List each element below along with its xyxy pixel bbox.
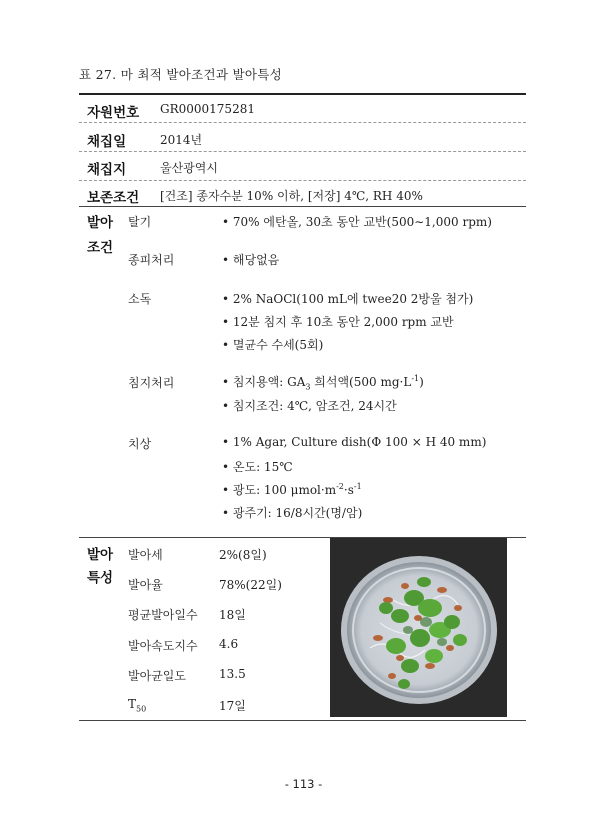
stat-value: 17일: [219, 699, 246, 713]
condition-degassing: 탈기: [128, 215, 152, 229]
stat-value: 78%(22일): [219, 578, 282, 592]
label-collection-date: 채집일: [87, 134, 127, 150]
stat-label-t50: $T_{50}$: [128, 697, 147, 714]
condition-item: • 12분 침지 후 10초 동안 2,000 rpm 교반: [222, 315, 454, 329]
stat-value: 13.5: [219, 667, 246, 681]
section-label-characteristics-2: 특성: [87, 570, 114, 586]
condition-item: • 광도: 100 $\mu mol\cdot m^{-2}\cdot s^{-1}$: [222, 482, 362, 497]
condition-item: • 1% Agar, Culture dish(Φ 100 × H 40 mm): [222, 435, 487, 449]
condition-placement: 치상: [128, 437, 152, 451]
page-number: - 113 -: [284, 777, 323, 791]
divider: [79, 151, 526, 152]
section-rule: [79, 206, 526, 207]
condition-sterilization: 소독: [128, 292, 152, 306]
value-collection-date: 2014년: [160, 133, 203, 147]
seedling-dish-photo: [330, 538, 507, 717]
condition-item: • 광주기: 16/8시간(명/암): [222, 506, 363, 520]
condition-item: • 침지용액: $GA_3$ 희석액(500 $mg\cdot L^{-1}$): [222, 374, 424, 392]
condition-item: • 멸균수 수세(5회): [222, 338, 324, 352]
section-label-characteristics-1: 발아: [87, 547, 114, 563]
value-resource-id: GR0000175281: [160, 102, 255, 116]
section-label-conditions-1: 발아: [87, 215, 114, 231]
stat-label: 평균발아일수: [128, 608, 198, 622]
top-rule: [79, 93, 526, 95]
label-collection-site: 채집지: [87, 162, 127, 178]
condition-item: • 70% 에탄올, 30초 동안 교반(500∼1,000 rpm): [222, 215, 492, 229]
condition-seedcoat: 종피처리: [128, 253, 175, 267]
label-storage-condition: 보존조건: [87, 190, 140, 206]
divider: [79, 122, 526, 123]
value-storage-condition: [건조] 종자수분 10% 이하, [저장] 4℃, RH 40%: [160, 189, 423, 203]
stat-label: 발아속도지수: [128, 639, 198, 653]
condition-item: • 온도: 15℃: [222, 460, 293, 474]
stat-label: 발아균일도: [128, 669, 186, 683]
bottom-rule: [79, 720, 526, 721]
condition-item: • 침지조건: 4℃, 암조건, 24시간: [222, 399, 397, 413]
condition-item: • 해당없음: [222, 253, 280, 267]
stat-value: 18일: [219, 608, 246, 622]
table-caption: 표 27. 마 최적 발아조건과 발아특성: [79, 67, 283, 82]
stat-value: 4.6: [219, 637, 239, 651]
stat-label: 발아세: [128, 548, 163, 562]
stat-label: 발아율: [128, 578, 163, 592]
condition-soaking: 침지처리: [128, 376, 175, 390]
value-collection-site: 울산광역시: [160, 161, 218, 175]
label-resource-id: 자원번호: [87, 105, 140, 121]
stat-value: 2%(8일): [219, 548, 267, 562]
condition-item: • 2% NaOCl(100 mL에 twee20 2방울 첨가): [222, 292, 474, 306]
divider: [79, 180, 526, 181]
section-label-conditions-2: 조건: [87, 240, 114, 256]
